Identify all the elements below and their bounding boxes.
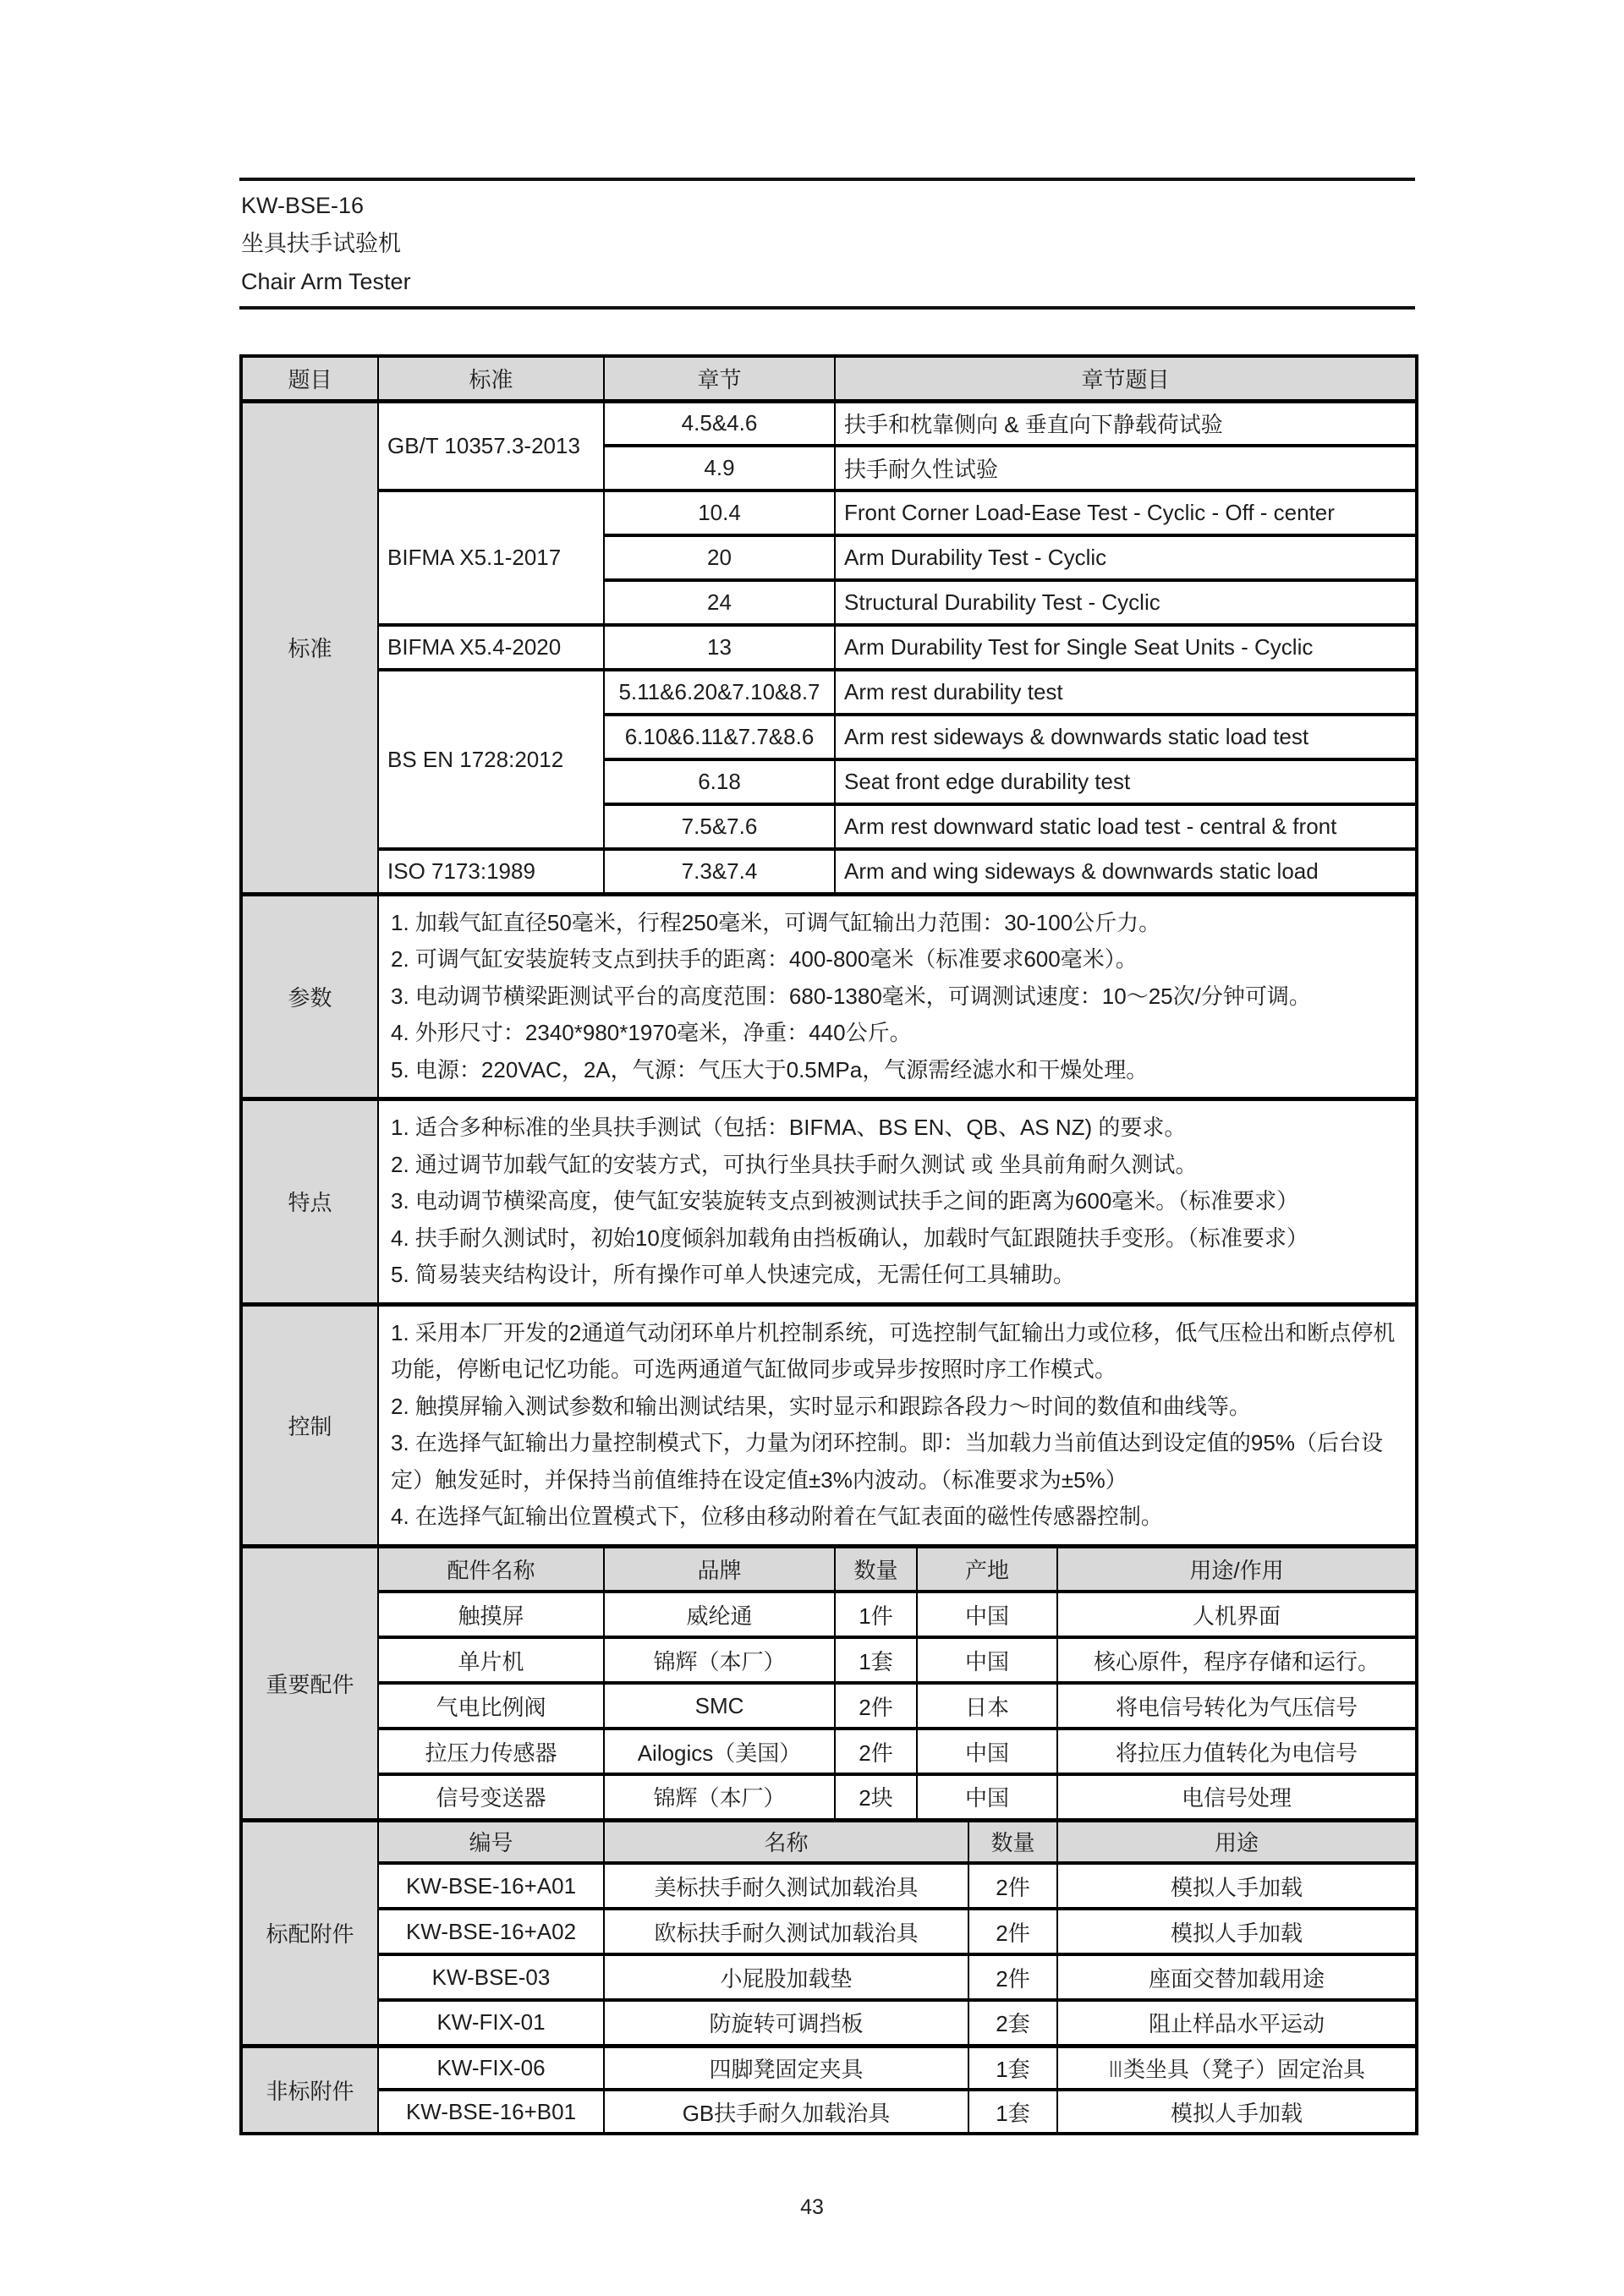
acc-qty-cell: 2件 bbox=[968, 1909, 1057, 1954]
table-row bbox=[241, 1099, 1417, 1305]
standard-name-cell: BIFMA X5.1-2017 bbox=[378, 490, 604, 625]
model-number: KW-BSE-16 bbox=[241, 193, 365, 218]
acc-qty-cell: 1套 bbox=[968, 2046, 1057, 2090]
features-line: 4. 扶手耐久测试时，初始10度倾斜加载角由挡板确认，加载时气缸跟随扶手变形。（标准要求） bbox=[391, 1225, 1309, 1251]
table-row bbox=[241, 1909, 1417, 1954]
part-qty-cell: 2件 bbox=[835, 1729, 917, 1774]
table-row bbox=[241, 1954, 1417, 2000]
part-use-cell: 人机界面 bbox=[1057, 1592, 1417, 1637]
control-text-cell bbox=[378, 1304, 1417, 1546]
acc-code-cell: KW-BSE-16+B01 bbox=[378, 2090, 604, 2134]
chapter-cell: 20 bbox=[604, 535, 835, 580]
table-row bbox=[241, 2090, 1417, 2134]
page-number: 43 bbox=[800, 2195, 824, 2219]
chapter-title-cell: Seat front edge durability test bbox=[835, 759, 1417, 804]
part-name-cell: 气电比例阀 bbox=[378, 1683, 604, 1729]
part-name-cell: 信号变送器 bbox=[378, 1774, 604, 1820]
chapter-cell: 5.11&6.20&7.10&8.7 bbox=[604, 670, 835, 715]
params-text-cell bbox=[378, 894, 1417, 1099]
chapter-cell: 4.5&4.6 bbox=[604, 401, 835, 446]
parts-col-use: 用途/作用 bbox=[1057, 1546, 1417, 1592]
part-qty-cell: 1套 bbox=[835, 1637, 917, 1683]
chapter-cell: 13 bbox=[604, 625, 835, 670]
part-brand-cell: 威纶通 bbox=[604, 1592, 835, 1637]
section-label-std-accessories: 标配附件 bbox=[241, 1820, 378, 2046]
params-line: 4. 外形尺寸：2340*980*1970毫米，净重：440公斤。 bbox=[391, 1020, 912, 1045]
chapter-title-cell: Arm rest downward static load test - central & front bbox=[835, 804, 1417, 849]
part-origin-cell: 中国 bbox=[917, 1729, 1057, 1774]
table-row bbox=[241, 1304, 1417, 1546]
section-label-nonstd-accessories: 非标附件 bbox=[241, 2046, 378, 2134]
chapter-cell: 7.3&7.4 bbox=[604, 849, 835, 894]
table-row bbox=[241, 894, 1417, 1099]
part-origin-cell: 日本 bbox=[917, 1683, 1057, 1729]
params-line: 2. 可调气缸安装旋转支点到扶手的距离：400-800毫米（标准要求600毫米）。 bbox=[391, 946, 1138, 972]
spec-table bbox=[239, 354, 1418, 2135]
chapter-cell: 7.5&7.6 bbox=[604, 804, 835, 849]
table-row bbox=[241, 1863, 1417, 1909]
table-row bbox=[241, 1637, 1417, 1683]
acc-name-cell: 美标扶手耐久测试加载治具 bbox=[604, 1863, 968, 1909]
col-header-topic: 题目 bbox=[241, 356, 378, 401]
acc-col-use: 用途 bbox=[1057, 1820, 1417, 1863]
acc-use-cell: 阻止样品水平运动 bbox=[1057, 2000, 1417, 2046]
features-text-cell bbox=[378, 1099, 1417, 1305]
chapter-title-cell: Structural Durability Test - Cyclic bbox=[835, 580, 1417, 625]
acc-name-cell: GB扶手耐久加载治具 bbox=[604, 2090, 968, 2134]
acc-name-cell: 小屁股加载垫 bbox=[604, 1954, 968, 2000]
part-use-cell: 将拉压力值转化为电信号 bbox=[1057, 1729, 1417, 1774]
part-origin-cell: 中国 bbox=[917, 1592, 1057, 1637]
features-line: 5. 简易装夹结构设计，所有操作可单人快速完成，无需任何工具辅助。 bbox=[391, 1262, 1075, 1287]
part-use-cell: 将电信号转化为气压信号 bbox=[1057, 1683, 1417, 1729]
section-label-control: 控制 bbox=[241, 1304, 378, 1546]
chapter-title-cell: Arm rest durability test bbox=[835, 670, 1417, 715]
acc-name-cell: 欧标扶手耐久测试加载治具 bbox=[604, 1909, 968, 1954]
top-rule bbox=[239, 178, 1415, 181]
parts-header-row bbox=[241, 1546, 1417, 1592]
acc-qty-cell: 2件 bbox=[968, 1863, 1057, 1909]
col-header-chapter-title: 章节题目 bbox=[835, 356, 1417, 401]
table-header-row bbox=[241, 356, 1417, 401]
params-line: 3. 电动调节横梁距测试平台的高度范围：680-1380毫米，可调测试速度：10～25次/分钟可调。 bbox=[391, 983, 1311, 1009]
chapter-title-cell: Front Corner Load-Ease Test - Cyclic - Off - center bbox=[835, 490, 1417, 535]
part-brand-cell: 锦辉（本厂） bbox=[604, 1637, 835, 1683]
table-row bbox=[241, 1774, 1417, 1820]
acc-use-cell: 模拟人手加载 bbox=[1057, 2090, 1417, 2134]
features-line: 3. 电动调节横梁高度，使气缸安装旋转支点到被测试扶手之间的距离为600毫米。（标准要求） bbox=[391, 1188, 1299, 1214]
acc-qty-cell: 1套 bbox=[968, 2090, 1057, 2134]
acc-code-cell: KW-FIX-06 bbox=[378, 2046, 604, 2090]
acc-code-cell: KW-FIX-01 bbox=[378, 2000, 604, 2046]
acc-qty-cell: 2件 bbox=[968, 1954, 1057, 2000]
control-line: 2. 触摸屏输入测试参数和输出测试结果，实时显示和跟踪各段力～时间的数值和曲线等。 bbox=[391, 1393, 1251, 1419]
accessories-header-row bbox=[241, 1820, 1417, 1863]
part-origin-cell: 中国 bbox=[917, 1637, 1057, 1683]
acc-name-cell: 四脚凳固定夹具 bbox=[604, 2046, 968, 2090]
acc-col-name: 名称 bbox=[604, 1820, 968, 1863]
part-use-cell: 核心原件，程序存储和运行。 bbox=[1057, 1637, 1417, 1683]
control-line: 3. 在选择气缸输出力量控制模式下，力量为闭环控制。即：当加载力当前值达到设定值的95%（后台设定）触发延时，并保持当前值维持在设定值±3%内波动。（标准要求为±5%） bbox=[391, 1430, 1383, 1493]
table-row bbox=[241, 2046, 1417, 2090]
part-brand-cell: Ailogics（美国） bbox=[604, 1729, 835, 1774]
chapter-title-cell: Arm Durability Test - Cyclic bbox=[835, 535, 1417, 580]
chapter-title-cell: 扶手和枕靠侧向 & 垂直向下静载荷试验 bbox=[835, 401, 1417, 446]
acc-col-code: 编号 bbox=[378, 1820, 604, 1863]
control-line: 4. 在选择气缸输出位置模式下，位移由移动附着在气缸表面的磁性传感器控制。 bbox=[391, 1504, 1163, 1529]
part-origin-cell: 中国 bbox=[917, 1774, 1057, 1820]
table-row bbox=[241, 670, 1417, 715]
col-header-standard: 标准 bbox=[378, 356, 604, 401]
table-row bbox=[241, 1592, 1417, 1637]
parts-col-brand: 品牌 bbox=[604, 1546, 835, 1592]
part-qty-cell: 2块 bbox=[835, 1774, 917, 1820]
col-header-chapter: 章节 bbox=[604, 356, 835, 401]
chapter-cell: 6.10&6.11&7.7&8.6 bbox=[604, 715, 835, 759]
table-row bbox=[241, 1729, 1417, 1774]
table-row bbox=[241, 849, 1417, 894]
part-name-cell: 拉压力传感器 bbox=[378, 1729, 604, 1774]
part-qty-cell: 1件 bbox=[835, 1592, 917, 1637]
table-row bbox=[241, 625, 1417, 670]
document-header bbox=[241, 187, 411, 301]
section-label-params: 参数 bbox=[241, 894, 378, 1099]
chapter-cell: 24 bbox=[604, 580, 835, 625]
standard-name-cell: BS EN 1728:2012 bbox=[378, 670, 604, 849]
chapter-title-cell: Arm rest sideways & downwards static load test bbox=[835, 715, 1417, 759]
acc-code-cell: KW-BSE-03 bbox=[378, 1954, 604, 2000]
chapter-cell: 6.18 bbox=[604, 759, 835, 804]
header-divider-rule bbox=[239, 306, 1415, 310]
chapter-cell: 10.4 bbox=[604, 490, 835, 535]
part-name-cell: 单片机 bbox=[378, 1637, 604, 1683]
chapter-title-cell: Arm and wing sideways & downwards static load bbox=[835, 849, 1417, 894]
section-label-features: 特点 bbox=[241, 1099, 378, 1305]
standard-name-cell: BIFMA X5.4-2020 bbox=[378, 625, 604, 670]
part-use-cell: 电信号处理 bbox=[1057, 1774, 1417, 1820]
features-line: 2. 通过调节加载气缸的安装方式，可执行坐具扶手耐久测试 或 坐具前角耐久测试。 bbox=[391, 1151, 1198, 1177]
part-brand-cell: SMC bbox=[604, 1683, 835, 1729]
table-row bbox=[241, 1683, 1417, 1729]
parts-col-name: 配件名称 bbox=[378, 1546, 604, 1592]
acc-code-cell: KW-BSE-16+A01 bbox=[378, 1863, 604, 1909]
chapter-cell: 4.9 bbox=[604, 446, 835, 490]
acc-qty-cell: 2套 bbox=[968, 2000, 1057, 2046]
acc-code-cell: KW-BSE-16+A02 bbox=[378, 1909, 604, 1954]
parts-col-origin: 产地 bbox=[917, 1546, 1057, 1592]
section-label-standards: 标准 bbox=[241, 401, 378, 894]
features-line: 1. 适合多种标准的坐具扶手测试（包括：BIFMA、BS EN、QB、AS NZ) 的要求。 bbox=[391, 1115, 1187, 1140]
parts-col-qty: 数量 bbox=[835, 1546, 917, 1592]
acc-use-cell: Ⅲ类坐具（凳子）固定治具 bbox=[1057, 2046, 1417, 2090]
chapter-title-cell: 扶手耐久性试验 bbox=[835, 446, 1417, 490]
part-name-cell: 触摸屏 bbox=[378, 1592, 604, 1637]
machine-title-en: Chair Arm Tester bbox=[241, 269, 411, 294]
params-line: 1. 加载气缸直径50毫米，行程250毫米，可调气缸输出力范围：30-100公斤力。 bbox=[391, 909, 1161, 935]
part-brand-cell: 锦辉（本厂） bbox=[604, 1774, 835, 1820]
params-line: 5. 电源：220VAC，2A，气源：气压大于0.5MPa，气源需经滤水和干燥处理。 bbox=[391, 1056, 1149, 1082]
chapter-title-cell: Arm Durability Test for Single Seat Units - Cyclic bbox=[835, 625, 1417, 670]
acc-col-qty: 数量 bbox=[968, 1820, 1057, 1863]
acc-use-cell: 座面交替加载用途 bbox=[1057, 1954, 1417, 2000]
table-row bbox=[241, 490, 1417, 535]
section-label-parts: 重要配件 bbox=[241, 1546, 378, 1820]
acc-name-cell: 防旋转可调挡板 bbox=[604, 2000, 968, 2046]
table-row bbox=[241, 2000, 1417, 2046]
machine-title-cn: 坐具扶手试验机 bbox=[241, 231, 401, 256]
standard-name-cell: GB/T 10357.3-2013 bbox=[378, 401, 604, 490]
part-qty-cell: 2件 bbox=[835, 1683, 917, 1729]
control-line: 1. 采用本厂开发的2通道气动闭环单片机控制系统，可选控制气缸输出力或位移，低气压检出和断点停机功能，停断电记忆功能。可选两通道气缸做同步或异步按照时序工作模式。 bbox=[391, 1319, 1396, 1382]
acc-use-cell: 模拟人手加载 bbox=[1057, 1863, 1417, 1909]
standard-name-cell: ISO 7173:1989 bbox=[378, 849, 604, 894]
table-row bbox=[241, 401, 1417, 446]
acc-use-cell: 模拟人手加载 bbox=[1057, 1909, 1417, 1954]
